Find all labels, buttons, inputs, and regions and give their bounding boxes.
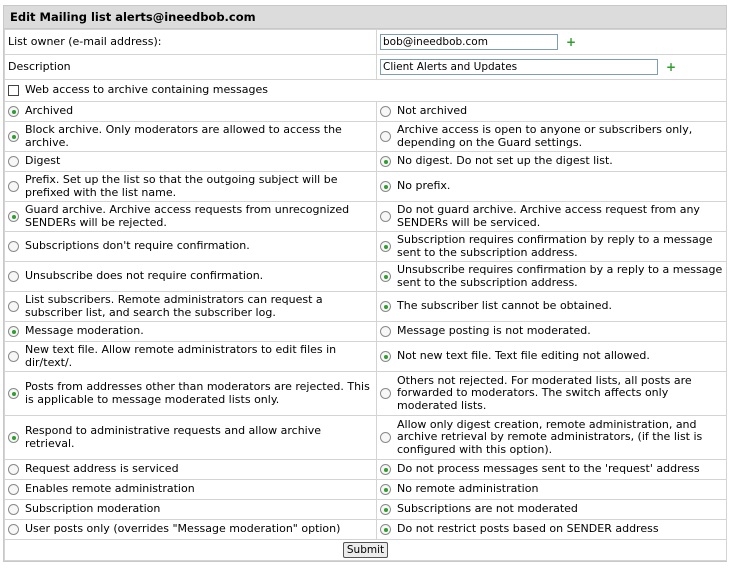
option-right-label: Others not rejected. For moderated lists, all posts are forwarded to moderators. The switch affects only moderated lists. bbox=[397, 373, 692, 412]
owner-label: List owner (e-mail address): bbox=[5, 30, 377, 55]
web-archive-row bbox=[5, 80, 727, 102]
option-row bbox=[5, 416, 727, 460]
option-right-label: The subscriber list cannot be obtained. bbox=[397, 299, 612, 313]
owner-email-input[interactable] bbox=[380, 34, 558, 50]
option-right-label: No digest. Do not set up the digest list. bbox=[397, 154, 613, 168]
option-row bbox=[5, 480, 727, 500]
option-right-radio[interactable] bbox=[380, 106, 391, 117]
add-owner-icon[interactable]: + bbox=[566, 34, 577, 49]
option-right-radio[interactable] bbox=[380, 181, 391, 192]
settings-table bbox=[4, 29, 727, 561]
description-input[interactable] bbox=[380, 59, 658, 75]
option-row bbox=[5, 520, 727, 540]
option-right-radio[interactable] bbox=[380, 326, 391, 337]
option-left-radio[interactable] bbox=[8, 241, 19, 252]
web-archive-checkbox[interactable] bbox=[8, 85, 19, 96]
option-left-label: Message moderation. bbox=[25, 324, 144, 338]
option-left-radio[interactable] bbox=[8, 131, 19, 142]
option-left-label: Posts from addresses other than moderators are rejected. This is applicable to message moderated lists only. bbox=[25, 380, 370, 406]
option-right-radio[interactable] bbox=[380, 388, 391, 399]
option-left-label: Respond to administrative requests and allow archive retrieval. bbox=[25, 424, 322, 450]
submit-button[interactable]: Submit bbox=[343, 542, 388, 558]
option-right-label: Archive access is open to anyone or subscribers only, depending on the Guard settings. bbox=[397, 123, 693, 149]
description-row bbox=[5, 55, 727, 80]
owner-row bbox=[5, 30, 727, 55]
option-row bbox=[5, 322, 727, 342]
option-left-label: Block archive. Only moderators are allowed to access the archive. bbox=[25, 123, 342, 149]
option-right-radio[interactable] bbox=[380, 464, 391, 475]
option-right-radio[interactable] bbox=[380, 131, 391, 142]
edit-list-form bbox=[3, 5, 727, 562]
option-left-label: Digest bbox=[25, 154, 61, 168]
option-right-radio[interactable] bbox=[380, 351, 391, 362]
option-left-label: Enables remote administration bbox=[25, 482, 195, 496]
option-left-radio[interactable] bbox=[8, 351, 19, 362]
option-right-radio[interactable] bbox=[380, 241, 391, 252]
option-left-radio[interactable] bbox=[8, 484, 19, 495]
option-right-label: No remote administration bbox=[397, 482, 539, 496]
option-row bbox=[5, 500, 727, 520]
option-right-label: Do not guard archive. Archive access request from any SENDERs will be serviced. bbox=[397, 203, 700, 229]
option-right-label: Unsubscribe requires confirmation by a reply to a message sent to the subscription address. bbox=[397, 263, 723, 289]
option-left-label: Subscriptions don't require confirmation. bbox=[25, 239, 250, 253]
option-left-radio[interactable] bbox=[8, 301, 19, 312]
option-row bbox=[5, 232, 727, 262]
option-right-label: Do not restrict posts based on SENDER address bbox=[397, 522, 659, 536]
add-description-icon[interactable]: + bbox=[666, 59, 677, 74]
option-left-radio[interactable] bbox=[8, 271, 19, 282]
option-left-radio[interactable] bbox=[8, 464, 19, 475]
option-left-radio[interactable] bbox=[8, 388, 19, 399]
option-row bbox=[5, 202, 727, 232]
description-label: Description bbox=[5, 55, 377, 80]
option-row bbox=[5, 372, 727, 416]
page-title: Edit Mailing list alerts@ineedbob.com bbox=[4, 6, 726, 29]
option-right-label: Subscriptions are not moderated bbox=[397, 502, 578, 516]
option-row bbox=[5, 262, 727, 292]
web-archive-label: Web access to archive containing messages bbox=[25, 83, 268, 97]
submit-row bbox=[5, 540, 727, 561]
option-row bbox=[5, 172, 727, 202]
option-right-radio[interactable] bbox=[380, 432, 391, 443]
option-left-label: Request address is serviced bbox=[25, 462, 179, 476]
option-left-label: Archived bbox=[25, 104, 74, 118]
option-left-radio[interactable] bbox=[8, 181, 19, 192]
option-right-radio[interactable] bbox=[380, 301, 391, 312]
option-right-radio[interactable] bbox=[380, 271, 391, 282]
option-right-label: Not archived bbox=[397, 104, 468, 118]
option-row bbox=[5, 152, 727, 172]
option-left-label: User posts only (overrides "Message moderation" option) bbox=[25, 522, 341, 536]
option-left-label: Prefix. Set up the list so that the outgoing subject will be prefixed with the list name. bbox=[25, 173, 338, 199]
option-left-label: Subscription moderation bbox=[25, 502, 161, 516]
option-right-label: No prefix. bbox=[397, 179, 451, 193]
option-right-radio[interactable] bbox=[380, 211, 391, 222]
option-left-radio[interactable] bbox=[8, 432, 19, 443]
option-right-label: Message posting is not moderated. bbox=[397, 324, 591, 338]
option-row bbox=[5, 122, 727, 152]
option-right-label: Not new text file. Text file editing not allowed. bbox=[397, 349, 650, 363]
option-right-label: Allow only digest creation, remote administration, and archive retrieval by remote administrators, (if the list is configured with this option). bbox=[397, 417, 703, 456]
option-left-label: List subscribers. Remote administrators can request a subscriber list, and search the subscriber log. bbox=[25, 293, 323, 319]
option-right-radio[interactable] bbox=[380, 484, 391, 495]
option-row bbox=[5, 460, 727, 480]
option-right-radio[interactable] bbox=[380, 504, 391, 515]
option-right-radio[interactable] bbox=[380, 524, 391, 535]
option-left-radio[interactable] bbox=[8, 326, 19, 337]
option-left-radio[interactable] bbox=[8, 156, 19, 167]
option-left-label: Unsubscribe does not require confirmation. bbox=[25, 269, 264, 283]
option-right-radio[interactable] bbox=[380, 156, 391, 167]
option-left-radio[interactable] bbox=[8, 106, 19, 117]
option-row bbox=[5, 102, 727, 122]
option-left-label: New text file. Allow remote administrators to edit files in dir/text/. bbox=[25, 343, 337, 369]
option-right-label: Do not process messages sent to the 'request' address bbox=[397, 462, 700, 476]
option-left-radio[interactable] bbox=[8, 211, 19, 222]
option-right-label: Subscription requires confirmation by reply to a message sent to the subscription address. bbox=[397, 233, 713, 259]
option-row bbox=[5, 292, 727, 322]
option-row bbox=[5, 342, 727, 372]
option-left-label: Guard archive. Archive access requests from unrecognized SENDERs will be rejected. bbox=[25, 203, 350, 229]
option-left-radio[interactable] bbox=[8, 524, 19, 535]
option-left-radio[interactable] bbox=[8, 504, 19, 515]
